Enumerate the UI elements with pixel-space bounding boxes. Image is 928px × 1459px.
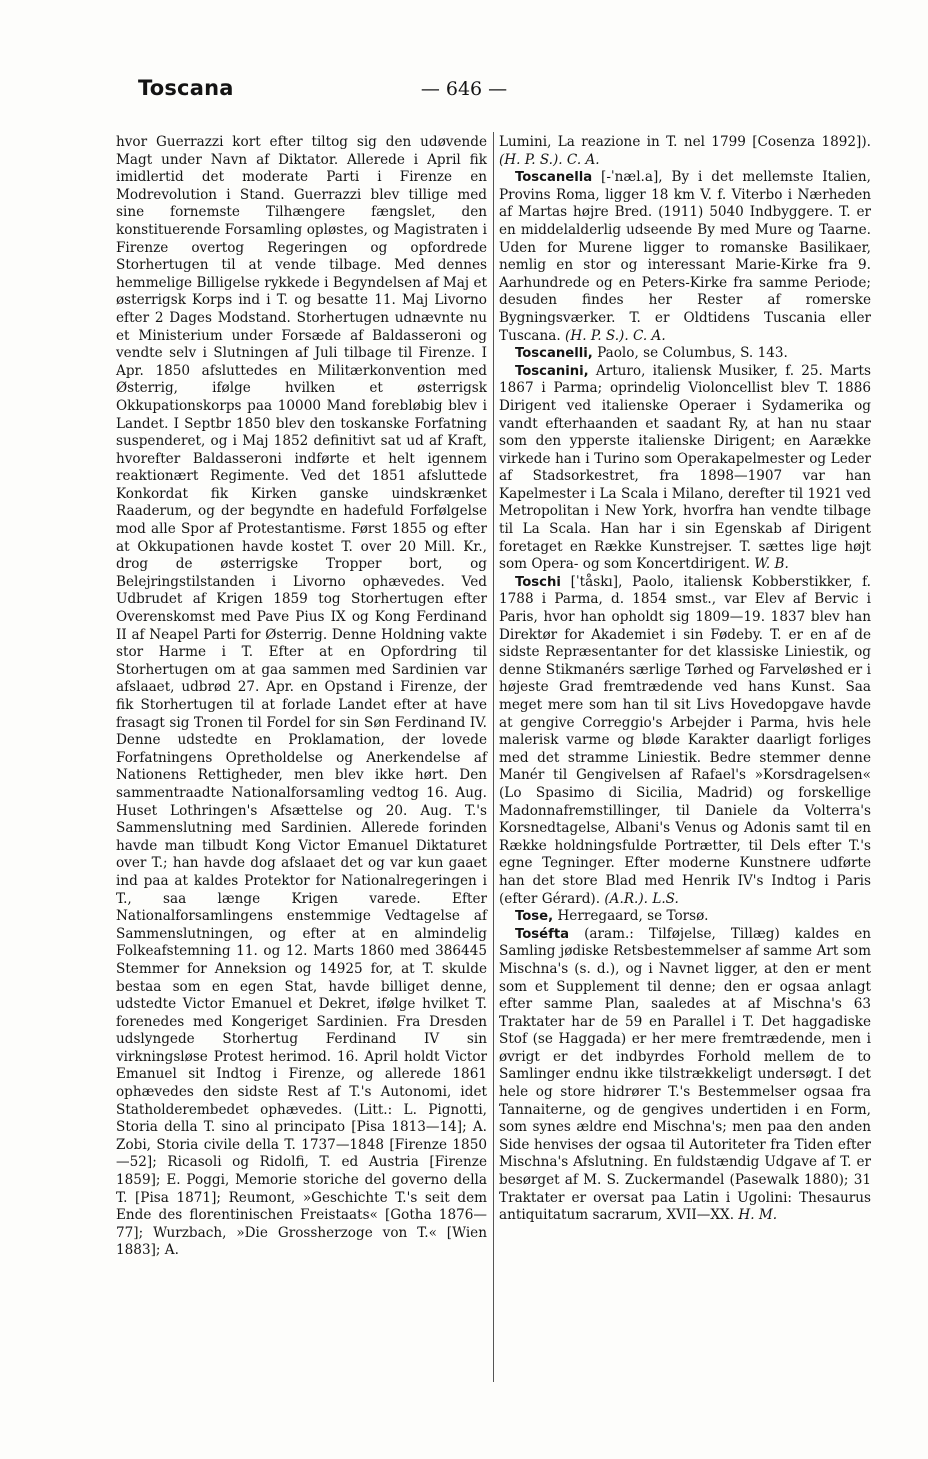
entry-text: Arturo, italiensk Musiker, f. 25. Marts 1867 i Parma; oprindelig Violoncellist blev T. 1886 Dirigent ved italienske Operaer i Sydamerika og vandt efterhaanden et saadant Ry, at han nu staar som den ypperste italienske Dirigent; en Aarække virkede han i Turino som Operakapelmester og Leder af Stadsorkestret, fra 1898—1907 var han Kapelmester i La Scala i Milano, derefter til 1921 ved Metropolitan i New York, hvorfra han vendte tilbage til La Scala. Han har i sin Egenskab af Dirigent foretaget en Række Kunstrejser. T. sættes lige højt som Opera- og som Koncertdirigent.: [499, 362, 871, 573]
entry-toscanella: [499, 169, 871, 345]
entry-signature: W. B.: [754, 556, 789, 573]
page-number: — 646 —: [420, 78, 508, 100]
entry-text: (aram.: Tilføjelse, Tillæg) kaldes en Samling jødiske Retsbestemmelser af samme Art som Mischna's (s. d.), og i Navnet ligger, at den er ment som et Supplement til denne; den er ogsaa anlagt efter samme Plan, saaledes at af Mischna's 63 Traktater har de 59 en Parallel i T. Det haggadiske Stof (se Haggada) er her mere fremtrædende, men i øvrigt er det indbyrdes Forhold mellem de to Samlinger endnu ikke tilstrækkeligt undersøgt. I det hele og store hidrører T.'s Bestemmelser ogsaa fra Tannaiterne, og de gengives undertiden i en Form, som synes ældre end Mischna's; men paa den anden Side henvises der ogsaa til Autoriteter fra Tiden efter Mischna's Afslutning. En fuldstændig Udgave af T. er besørget af M. S. Zuckermandel (Pasewalk 1880); 31 Traktater er oversat paa Latin i Ugolini: Thesaurus antiquitatum sacrarum, XVII—XX.: [499, 925, 871, 1224]
running-head-title: Toscana: [138, 76, 234, 100]
column-divider: [493, 132, 494, 1382]
entry-toscanini: [499, 363, 871, 574]
continuation-text: [499, 134, 871, 169]
entry-signature: (H. P. S.). C. A.: [565, 327, 666, 344]
continuation-body: Lumini, La reazione in T. nel 1799 [Cosenza 1892]).: [499, 134, 871, 150]
entry-headword: Tose,: [515, 909, 554, 925]
entry-text: Paolo, se Columbus, S. 143.: [597, 345, 788, 362]
entry-toscanelli: [499, 345, 871, 363]
entry-tose: [499, 908, 871, 926]
left-column: [116, 134, 487, 1260]
entry-tosefta: [499, 926, 871, 1225]
entry-text: [-ˈnæl.a], By i det mellemste Italien, Provins Roma, ligger 18 km V. f. Viterbo i Nærheden af Martas højre Bred. (1911) 5040 Indbyggere. T. er en middelalderlig udseende By med Mure og Taarne. Uden for Murene ligger to romanske Basilikaer, nemlig en stor og interessant Marie-Kirke fra 9. Aarhundrede og en Peters-Kirke fra samme Periode; desuden findes her Rester af romerske Bygningsværker. T. er Oldtidens Tuscania eller Tuscana.: [499, 169, 872, 344]
entry-headword: Toschi: [515, 574, 561, 590]
entry-text: Herregaard, se Torsø.: [557, 908, 709, 925]
entry-signature: H. M.: [738, 1207, 778, 1224]
continuation-signature: (H. P. S.). C. A.: [499, 151, 600, 168]
left-column-paragraph: hvor Guerrazzi kort efter tiltog sig den udøvende Magt under Navn af Diktator. Allerede i April fik imidlertid det moderate Parti i Firenze en Modrevolution i Stand. Guerrazzi blev tillige med sine fornemste Tilhængere fængslet, den konstituerende Forsamling opløstes, og Magistraten i Firenze overtog Regeringen og opfordrede Storhertugen til at vende tilbage. Med dennes hemmelige Billigelse rykkede i Begyndelsen af Maj et østerrigsk Korps ind i T. og besatte 11. Maj Livorno efter 2 Dages Modstand. Storhertugen udnævnte nu et Ministerium under Forsæde af Baldasseroni og vendte selv i Slutningen af Juli tilbage til Firenze. I Apr. 1850 afsluttedes en Militærkonvention med Østerrig, ifølge hvilken et østerrigsk Okkupationskorps paa 10000 Mand forebløbig blev i Landet. I Septbr 1850 blev den toskanske Forfatning suspenderet, og i Maj 1852 definitivt sat ud af Kraft, hvorefter Baldasseroni indførte et helt igennem reaktionært Regimente. Ved det 1851 afsluttede Konkordat fik Kirken ganske uindskrænket Raaderum, og der begyndte en hadefuld Forfølgelse mod alle Spor af Protestantisme. Først 1855 og efter at Okkupationen havde kostet T. over 20 Mill. Kr., drog de østerrigske Tropper bort, og Belejringstilstanden i Livorno ophævedes. Ved Udbrudet af Krigen 1859 tog Storhertugen efter Overenskomst med Pave Pius IX og Kong Ferdinand II af Neapel Parti for Østerrig. Denne Holdning vakte stor Harme i T. Efter at en Opfordring til Storhertugen om at gaa sammen med Sardinien var afslaaet, udbrød 27. Apr. en Opstand i Firenze, der fik Storhertugen til at forlade Landet efter at have frasagt sig Tronen til Fordel for sin Søn Ferdinand IV. Denne udstedte en Proklamation, der lovede Forfatningens Opretholdelse og Anerkendelse af Nationens Rettigheder, men blev ikke hørt. Den sammentraadte Nationalforsamling vedtog 16. Aug. Huset Lothringen's Afsættelse og 20. Aug. T.'s Sammenslutning med Sardinien. Allerede forinden havde man tilbudt Kong Victor Emanuel Diktaturet over T.; han havde dog afslaaet det og var kun gaaet ind paa at kaldes Protektor for Nationalregeringen i T., saa længe Krigen varede. Efter Nationalforsamlingens enstemmige Vedtagelse af Sammenslutningen, og efter at en almindelig Folkeafstemning 11. og 12. Marts 1860 med 386445 Stemmer for Anneksion og 14925 for, at T. skulde bestaa som en egen Stat, havde billiget denne, udstedte Victor Emanuel et Dekret, ifølge hvilket T. forenedes med Kongeriget Sardinien. Fra Dresden udslyngede Storhertug Ferdinand IV sin virkningsløse Protest herimod. 16. April holdt Victor Emanuel sit Indtog i Firenze, og allerede 1861 ophævedes den sidste Rest af T.'s Autonomi, idet Statholderembedet ophævedes. (Litt.: L. Pignotti, Storia della T. sino al principato [Pisa 1813—14]; A. Zobi, Storia civile della T. 1737—1848 [Firenze 1850—52]; Ricasoli og Ridolfi, T. ed Austria [Firenze 1859]; E. Poggi, Memorie storiche del governo della T. [Pisa 1871]; Reumont, »Geschichte T.'s seit dem Ende des florentinischen Freistaats« [Gotha 1876—77]; Wurzbach, »Die Grossherzoge von T.« [Wien 1883]; A.: [116, 134, 487, 1259]
entry-headword: Toséfta: [515, 926, 570, 942]
entry-headword: Toscanelli,: [515, 346, 593, 362]
entry-signature: (A.R.). L.S.: [604, 890, 679, 907]
right-column: [499, 134, 871, 1225]
entry-headword: Toscanella: [515, 170, 593, 186]
entry-toschi: [499, 574, 871, 908]
entry-text: [ˈtåskı], Paolo, italiensk Kobberstikker, f. 1788 i Parma, d. 1854 smst., var Elev af Bervic i Paris, hvor han opholdt sig 1809—19. 1837 blev han Direktør for Akademiet i sin Fødeby. T. er en af de sidste Repræsentanter for det klassiske Liniestik, og denne Stikmanérs særlige Tørhed og Farveløshed er i højeste Grad fremtrædende ved hans Kunst. Saa meget mere som han til sit Livs Hovedopgave havde at gengive Correggio's Arbejder i Parma, hvis hele malerisk varme og bløde Karakter daarligt forliges med det stramme Liniestik. Bedre stemmer denne Manér til Gengivelsen af Rafael's »Korsdragelsen« (Lo Spasimo di Sicilia, Madrid) og forskellige Madonnafremstillinger, til Daniele da Volterra's Korsnedtagelse, Albani's Venus og Adonis samt til en Række holdningsfulde Portrætter, til Dels efter T.'s egne Tegninger. Efter moderne Kunstnere udførte han det store Blad med Henrik IV's Indtog i Paris (efter Gérard).: [499, 573, 871, 907]
entry-headword: Toscanini,: [515, 363, 589, 379]
